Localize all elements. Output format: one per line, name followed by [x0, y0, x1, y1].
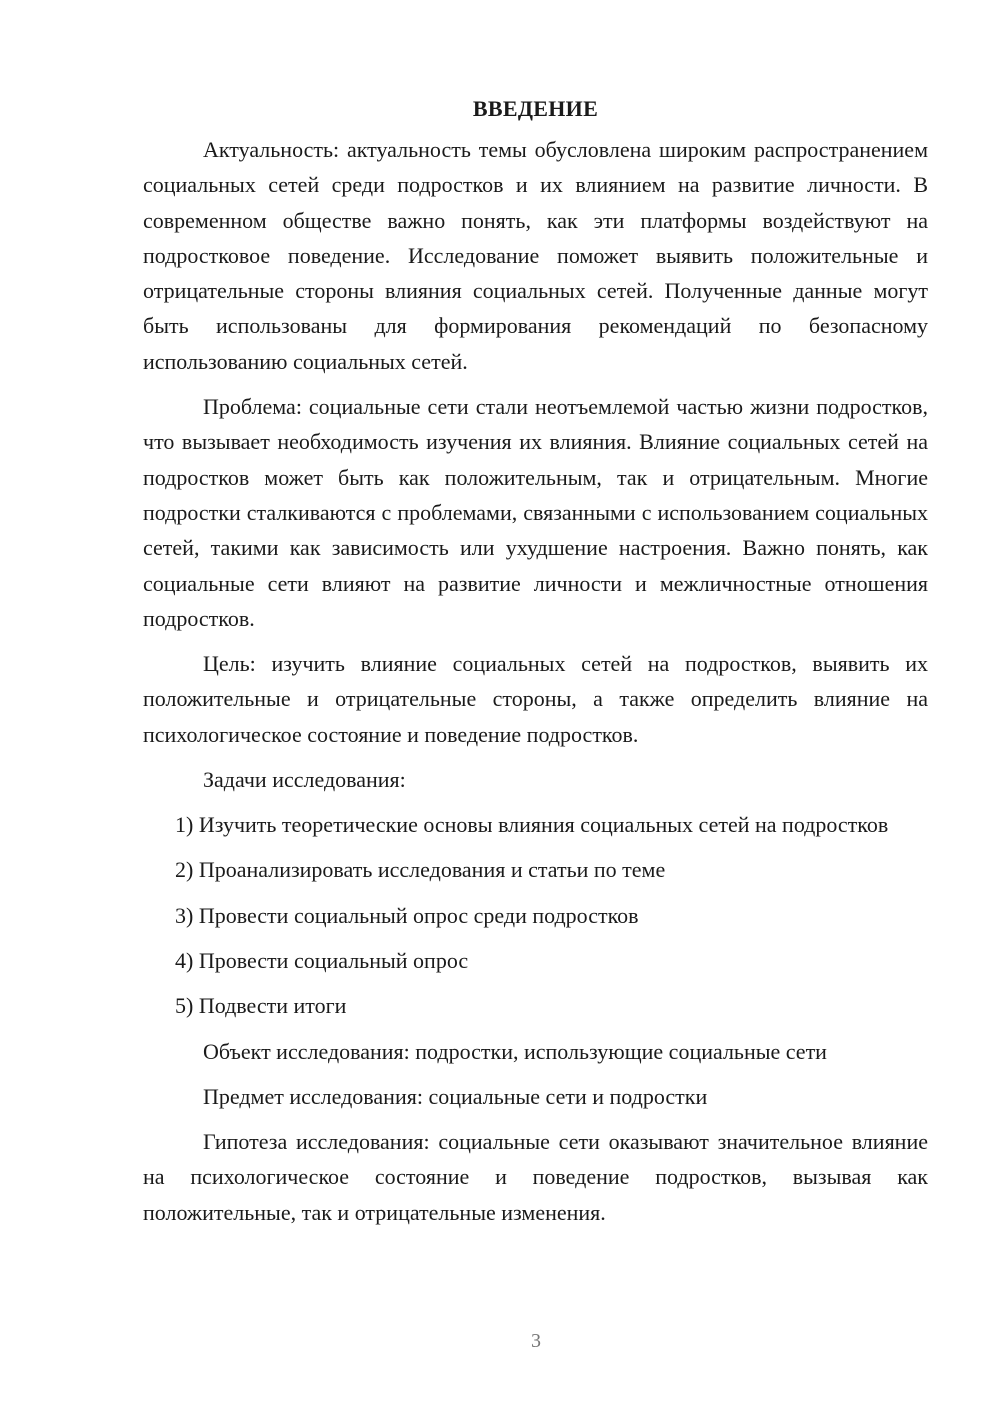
task-item-2: 2) Проанализировать исследования и статьи по теме: [175, 857, 666, 883]
object-paragraph: Объект исследования: подростки, использующие социальные сети: [203, 1038, 827, 1064]
tasks-heading: Задачи исследования:: [203, 767, 406, 793]
task-item-4: 4) Провести социальный опрос: [175, 947, 469, 973]
task-item-3: 3) Провести социальный опрос среди подростков: [175, 902, 639, 928]
section-title: ВВЕДЕНИЕ: [472, 96, 599, 121]
task-item-5: 5) Подвести итоги: [175, 993, 347, 1019]
page-number: 3: [531, 1330, 541, 1352]
relevance-paragraph: Актуальность: актуальность темы обусловлена широким распространением социальных сетей среди подростков и их влиянием на развитие личности. В современном обществе важно понять, как эти платформы воздействуют на подростковое поведение. Исследование поможет выявить положительные и отрицательные стороны влияния социальных сетей. Полученные данные могут быть использованы для формирования рекомендаций по безопасному использованию социальных сетей.: [143, 137, 928, 374]
goal-paragraph: Цель: изучить влияние социальных сетей на подростков, выявить их положительные и отрицательные стороны, а также определить влияние на психологическое состояние и поведение подростков.: [143, 651, 928, 747]
problem-paragraph: Проблема: социальные сети стали неотъемлемой частью жизни подростков, что вызывает необходимость изучения их влияния. Влияние социальных сетей на подростков может быть как положительным, так и отрицательным. Многие подростки сталкиваются с проблемами, связанными с использованием социальных сетей, такими как зависимость или ухудшение настроения. Важно понять, как социальные сети влияют на развитие личности и межличностные отношения подростков.: [143, 394, 928, 631]
subject-paragraph: Предмет исследования: социальные сети и подростки: [203, 1083, 708, 1109]
task-item-1: 1) Изучить теоретические основы влияния социальных сетей на подростков: [175, 812, 889, 838]
hypothesis-paragraph: Гипотеза исследования: социальные сети оказывают значительное влияние на психологическое состояние и поведение подростков, вызывая как положительные, так и отрицательные изменения.: [143, 1129, 928, 1225]
document-page: [143, 92, 928, 1240]
